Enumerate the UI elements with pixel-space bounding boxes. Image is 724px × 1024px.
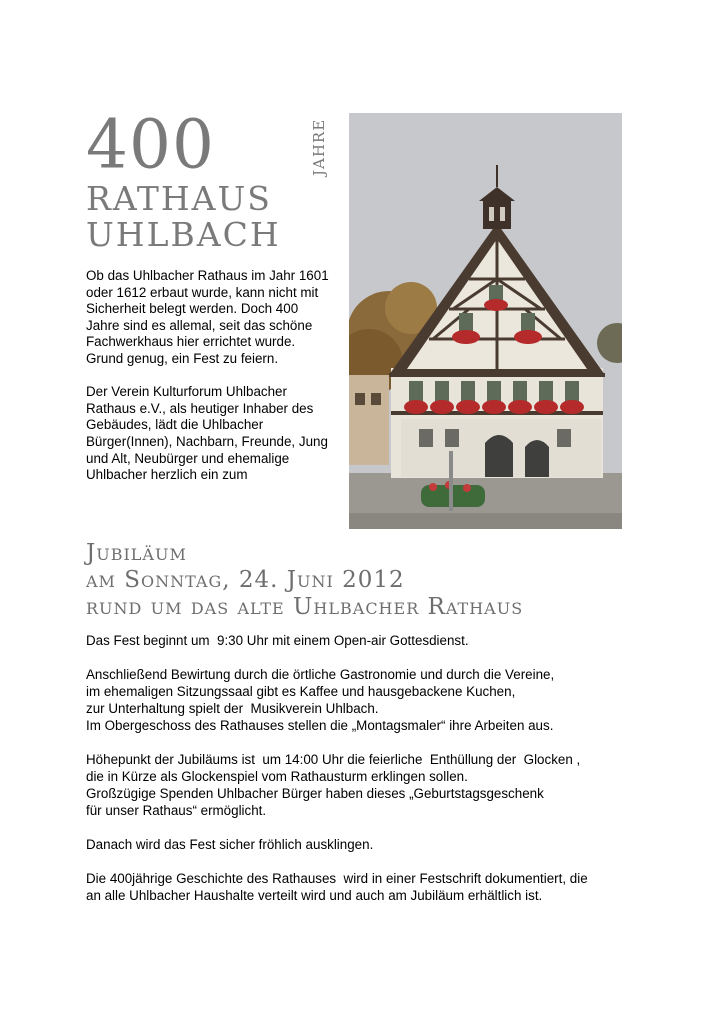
details-paragraph-4: Danach wird das Fest sicher fröhlich ausklingen.	[86, 837, 374, 852]
logo-years: JAHRE	[310, 118, 328, 176]
details-paragraph-5: Die 400jährige Geschichte des Rathauses wird in einer Festschrift dokumentiert, die an alle Uhlbacher Haushalte verteilt wird und auch am Jubiläum erhältlich ist.	[86, 871, 588, 903]
headline-line-3: rund um das alte Uhlbacher Rathaus	[86, 594, 524, 620]
details-paragraph-3: Höhepunkt der Jubiläums ist um 14:00 Uhr die feierliche Enthüllung der Glocken , die in Kürze als Glockenspiel vom Rathausturm erklingen sollen. Großzügige Spenden Uhlbacher Bürger haben dieses „Geburtstagsgeschenk für unser Rathaus“ ermöglicht.	[86, 752, 581, 818]
event-details	[86, 632, 646, 921]
event-headline	[86, 540, 706, 621]
anniversary-logo	[86, 105, 328, 262]
intro-paragraph-2: Der Verein Kulturforum Uhlbacher Rathaus e.V., als heutiger Inhaber des Gebäudes, lädt die Uhlbacher Bürger(Innen), Nachbarn, Freunde, Jung und Alt, Neubürger und ehemalige Uhlbacher herzlich ein zum	[86, 384, 328, 483]
intro-paragraph-1: Ob das Uhlbacher Rathaus im Jahr 1601 oder 1612 erbaut wurde, kann nicht mit Sicherheit belegt werden. Doch 400 Jahre sind es allemal, seit das schöne Fachwerkhaus hier errichtet wurde. Grund genug, ein Fest zu feiern.	[86, 268, 329, 366]
details-paragraph-1: Das Fest beginnt um 9:30 Uhr mit einem Open-air Gottesdienst.	[86, 633, 469, 648]
intro-text	[86, 268, 334, 500]
details-paragraph-2: Anschließend Bewirtung durch die örtliche Gastronomie und durch die Vereine, im ehemaligen Sitzungssaal gibt es Kaffee und hausgebackene Kuchen, zur Unterhaltung spielt der Musikverein Uhlbach. Im Obergeschoss des Rathauses stellen die „Montagsmaler“ ihre Arbeiten aus.	[86, 667, 555, 733]
headline-line-1: Jubiläum	[86, 540, 187, 566]
town-hall-illustration	[349, 113, 622, 529]
logo-rathaus: RATHAUS	[86, 179, 272, 218]
logo-number: 400	[86, 105, 215, 184]
headline-line-2: am Sonntag, 24. Juni 2012	[86, 567, 405, 593]
town-hall-photo	[349, 113, 622, 529]
logo-uhlbach: UHLBACH	[86, 215, 281, 254]
